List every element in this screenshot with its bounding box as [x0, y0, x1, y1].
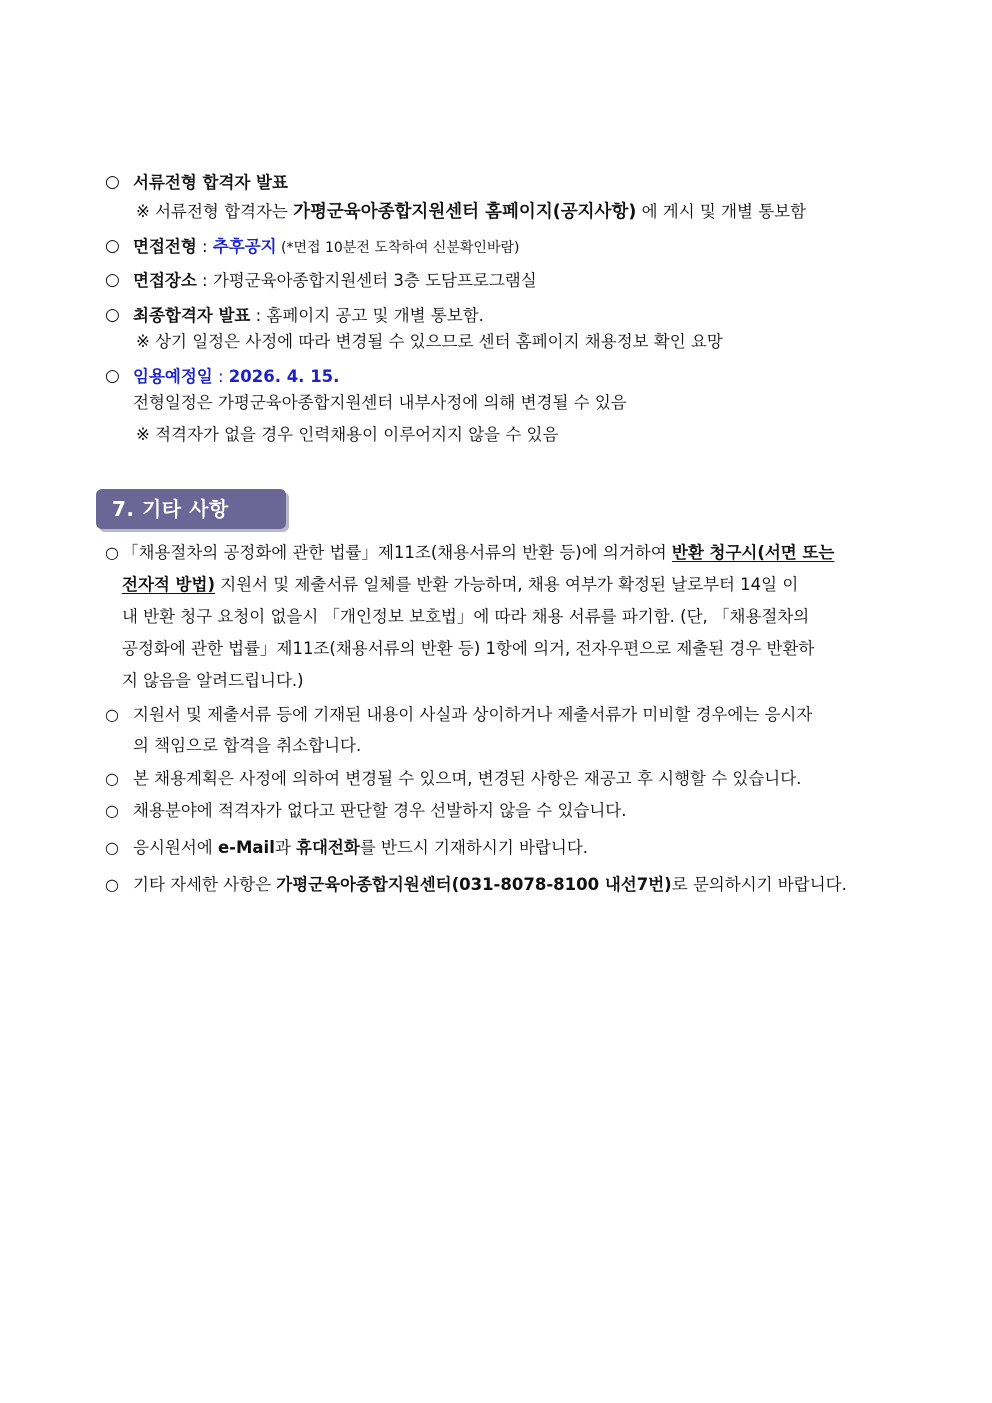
section7-item1	[105, 537, 900, 707]
section7-item5-e: 를 반드시 기재하시기 바랍니다.	[359, 838, 588, 857]
interview-place-line	[133, 270, 537, 292]
section7-item1-bullet: ○	[105, 543, 119, 562]
section7-item1-line4: 공정화에 관한 법률」제11조(채용서류의 반환 등) 1항에 의거, 전자우편으로 제출된 경우 반환하	[122, 639, 815, 658]
section7-item2-line1: 지원서 및 제출서류 등에 기재된 내용이 사실과 상이하거나 제출서류가 미비할 경우에는 응시자	[133, 705, 813, 724]
final-result-title: 최종합격자 발표	[133, 306, 251, 325]
section7-item6-c: 로 문의하시기 바랍니다.	[671, 875, 847, 894]
section7-item3-bullet: ○	[105, 769, 119, 788]
section7-item1-l2b: 지원서 및 제출서류 일체를 반환 가능하며, 채용 여부가 확정된 날로부터 14일 이	[214, 575, 799, 594]
final-result-sep: :	[250, 306, 267, 325]
interview-value: 추후공지	[212, 237, 277, 256]
section7-item1-l1b: 반환 청구시(서면 또는	[671, 543, 835, 562]
section7-item1-line3: 내 반환 청구 요청이 없을시 「개인정보 보호법」에 따라 채용 서류를 파기함. (단, 「채용절차의	[122, 607, 810, 626]
interview-place-value: 가평군육아종합지원센터 3층 도담프로그램실	[212, 271, 537, 290]
bullet-start-date: ○	[105, 366, 120, 386]
section7-item2-bullet: ○	[105, 705, 119, 724]
bullet-interview-place: ○	[105, 270, 120, 290]
section7-item6-text	[133, 869, 847, 901]
final-result-value: 홈페이지 공고 및 개별 통보함.	[266, 306, 484, 325]
section7-item6-b: 가평군육아종합지원센터(031-8078-8100 내선7번)	[276, 875, 672, 894]
interview-note: (*면접 10분전 도착하여 신분확인바람)	[276, 240, 520, 256]
section7-item1-line1	[122, 537, 834, 569]
section7-item2-line2: 의 책임으로 합격을 취소합니다.	[133, 736, 362, 755]
section7-item5-bullet: ○	[105, 838, 119, 857]
doc-result-note	[136, 201, 806, 223]
doc-result-note-suffix: 에 게시 및 개별 통보함	[636, 202, 807, 221]
section7-item5-a: 응시원서에	[133, 838, 218, 857]
section7-item3	[105, 763, 900, 795]
start-date-sep: :	[212, 367, 229, 386]
section7-item1-line5: 지 않음을 알려드립니다.)	[122, 671, 304, 690]
interview-sep: :	[196, 237, 213, 256]
section7-item6-a: 기타 자세한 사항은	[133, 875, 277, 894]
section7-item4-text: 채용분야에 적격자가 없다고 판단할 경우 선발하지 않을 수 있습니다.	[133, 801, 627, 820]
start-date-value: 2026. 4. 15.	[228, 367, 340, 386]
section7-item5-d: 휴대전화	[296, 838, 360, 857]
section7-item3-text: 본 채용계획은 사정에 의하여 변경될 수 있으며, 변경된 사항은 재공고 후 시행할 수 있습니다.	[133, 769, 802, 788]
interview-place-sep: :	[196, 271, 213, 290]
section7-item5-text	[133, 832, 588, 864]
section7-item6	[105, 869, 900, 901]
section7-item4-bullet: ○	[105, 801, 119, 820]
start-date-note1: 전형일정은 가평군육아종합지원센터 내부사정에 의해 변경될 수 있음	[133, 393, 627, 412]
start-date-note2: ※ 적격자가 없을 경우 인력채용이 이루어지지 않을 수 있음	[136, 425, 559, 444]
section7-item6-bullet: ○	[105, 875, 119, 894]
section7-item2	[105, 699, 900, 763]
bullet-doc-result: ○	[105, 172, 120, 192]
section7-item5-c: 과	[274, 838, 297, 857]
section7-item1-l1a: 「채용절차의 공정화에 관한 법률」제11조(채용서류의 반환 등)에 의거하여	[122, 543, 672, 562]
doc-result-title: 서류전형 합격자 발표	[133, 173, 288, 192]
start-date-title: 임용예정일	[133, 367, 213, 386]
section7-item1-line2	[122, 569, 798, 601]
section7-item1-l2a: 전자적 방법)	[122, 575, 215, 594]
bullet-interview: ○	[105, 236, 120, 256]
doc-result-note-prefix: ※ 서류전형 합격자는	[136, 202, 294, 221]
section7-item5	[105, 832, 900, 864]
section7-heading: 7. 기타 사항	[96, 489, 286, 529]
section7-item5-b: e-Mail	[217, 838, 275, 857]
interview-title: 면접전형	[133, 237, 197, 256]
interview-place-title: 면접장소	[133, 271, 197, 290]
start-date-line	[133, 366, 339, 388]
section7-item4	[105, 795, 900, 827]
interview-line	[133, 236, 519, 259]
final-result-line	[133, 305, 484, 327]
final-result-note: ※ 상기 일정은 사정에 따라 변경될 수 있으므로 센터 홈페이지 채용정보 확인 요망	[136, 332, 723, 351]
bullet-final-result: ○	[105, 305, 120, 325]
doc-result-note-bold: 가평군육아종합지원센터 홈페이지(공지사항)	[293, 202, 637, 222]
